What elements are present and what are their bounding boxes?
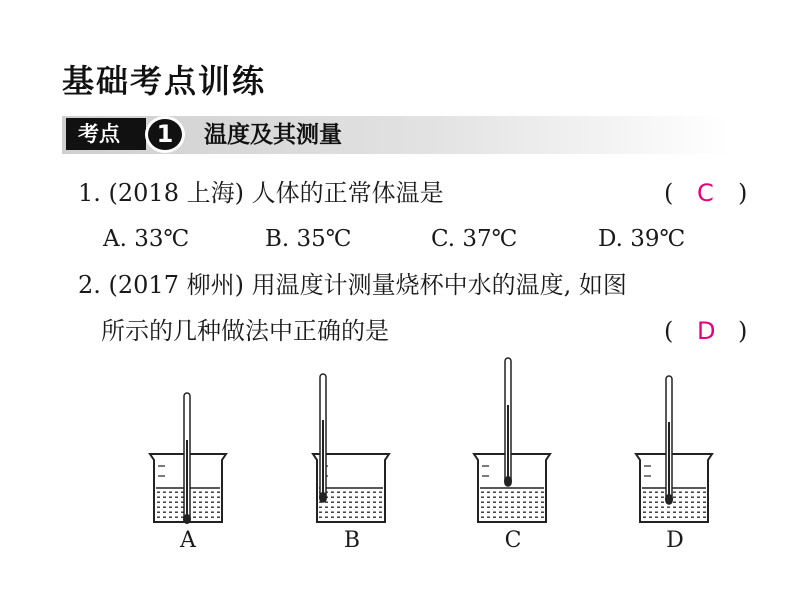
beaker-b: [313, 374, 389, 522]
figure-label-a: A: [180, 528, 196, 553]
question-2-stem-line-2: 所示的几种做法中正确的是: [101, 317, 389, 345]
question-2-answer: D: [697, 317, 716, 345]
question-1-option-d: D. 39℃: [598, 226, 686, 252]
question-1-paren-close: ): [738, 179, 748, 207]
thermometer-d: [665, 376, 673, 504]
figure-label-c: C: [504, 528, 522, 553]
beaker-a: [150, 393, 226, 524]
question-1-stem: 1. (2018 上海) 人体的正常体温是: [78, 179, 444, 207]
section-title: 基础考点训练: [62, 62, 267, 100]
figure-label-d: D: [666, 528, 684, 553]
thermometer-c: [504, 358, 512, 486]
figure-label-b: B: [343, 528, 361, 553]
question-1-option-a: A. 33℃: [103, 226, 190, 252]
thermometer-a: [183, 393, 191, 524]
beaker-d: [636, 376, 712, 522]
question-2-paren-open: (: [664, 317, 674, 345]
topic-title: 温度及其测量: [204, 122, 342, 148]
question-2-stem-line-1: 2. (2017 柳州) 用温度计测量烧杯中水的温度, 如图: [78, 271, 627, 299]
question-1-answer: C: [697, 179, 714, 207]
question-1-paren-open: (: [664, 179, 674, 207]
question-1-option-c: C. 37℃: [431, 226, 518, 252]
beaker-c: [474, 358, 550, 522]
topic-tag: 考点: [66, 118, 146, 150]
topic-number-badge: 1: [145, 116, 185, 153]
thermometer-b: [319, 374, 327, 502]
question-2-paren-close: ): [738, 317, 748, 345]
question-1-option-b: B. 35℃: [265, 226, 352, 252]
